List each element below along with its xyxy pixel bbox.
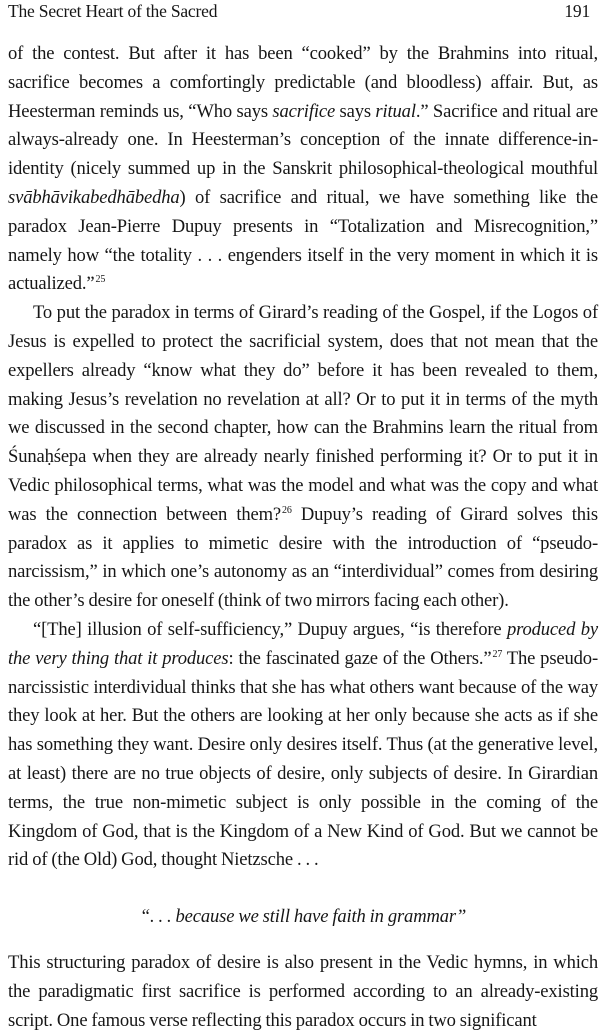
running-head xyxy=(8,1,590,23)
paragraph-2 xyxy=(8,299,598,616)
text-run: ) of sacrifice and ritual, we have something like the paradox Jean-Pierre Dupuy presents in “Totalization and Misrecognition,” namely how “the totality . . . engenders itself in the very moment in which it is actualized.” xyxy=(8,186,598,295)
italic-text: ritual xyxy=(375,100,416,122)
page-number: 191 xyxy=(564,1,590,21)
italic-text: sacrifice xyxy=(272,100,336,122)
paragraph-1 xyxy=(8,40,598,299)
note-reference: 27 xyxy=(492,648,503,660)
text-run: says xyxy=(335,100,376,122)
text-run: The pseudo-narcissistic interdividual thinks that she has what others want because of the way they look at her. But the others are looking at her only because she acts as if she has something they want. Desire only desires itself. Thus (at the generative level, at least) there are no true objects of desire, only subjects of desire. In Girardian terms, the true non-mimetic subject is only possible in the coming of the Kingdom of God, that is the Kingdom of a New Kind of God. But we cannot be rid of (the Old) God, thought Nietzsche . . . xyxy=(8,647,598,871)
text-run: : the fascinated gaze of the Others.” xyxy=(228,647,492,669)
text-run: Dupuy’s reading of Girard solves this paradox as it applies to mimetic desire with the introduction of “pseudo-narcissism,” in which one’s autonomy as an “interdividual” comes from desiring the other’s desire for oneself (think of two mirrors facing each other). xyxy=(8,503,598,612)
italic-text: svābhāvikabedhābedha xyxy=(8,186,180,208)
section-heading: “. . . because we still have faith in grammar” xyxy=(139,906,467,928)
running-title: The Secret Heart of the Sacred xyxy=(8,1,218,21)
text-run: To put the paradox in terms of Girard’s reading of the Gospel, if the Logos of Jesus is expelled to protect the sacrificial system, does that not mean that the expellers already “know what they do” before it has been revealed to them, making Jesus’s revelation no revelation at all? Or to put it in terms of the myth we discussed in the second chapter, how can the Brahmins learn the ritual from Śunaḥśepa when they are already nearly finished performing it? Or to put it in Vedic philosophical terms, what was the model and what was the copy and what was the connection between them? xyxy=(8,302,598,525)
paragraph-3 xyxy=(8,616,598,875)
italic-text: produced by the very thing that it produces xyxy=(8,618,598,669)
body-text xyxy=(8,40,598,1035)
note-reference: 25 xyxy=(95,274,106,286)
note-reference: 26 xyxy=(282,504,292,516)
text-run: “[The] illusion of self-sufficiency,” Dupuy argues, “is therefore xyxy=(33,618,507,640)
paragraph-4: This structuring paradox of desire is also present in the Vedic hymns, in which the paradigmatic first sacrifice is performed according to an already-existing script. One famous verse reflecting this paradox occurs in two significant xyxy=(8,951,598,1031)
text-run: of the contest. But after it has been “cooked” by the Brahmins into ritual, sacrifice becomes a comfortingly predictable (and bloodless) affair. But, as Heesterman reminds us, “Who says xyxy=(8,43,598,122)
text-run: .” Sacrifice and ritual are always-already one. In Heesterman’s conception of the innate difference-in-identity (nicely summed up in the Sanskrit philosophical-theological mouthful xyxy=(8,100,598,180)
